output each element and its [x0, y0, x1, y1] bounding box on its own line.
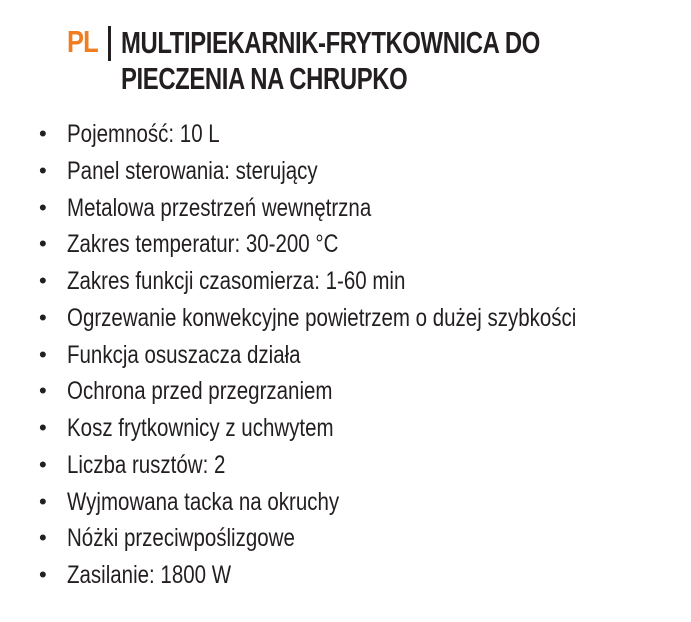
spec-text: Ogrzewanie konwekcyjne powietrzem o dużej szybkości: [67, 303, 577, 332]
spec-item: [0, 373, 691, 410]
spec-text: Ochrona przed przegrzaniem: [67, 377, 333, 406]
spec-text: Pojemność: 10 L: [67, 120, 220, 148]
bullet-icon: •: [39, 562, 47, 587]
bullet-icon: •: [39, 121, 47, 146]
spec-item: [0, 520, 691, 557]
spec-item: [0, 300, 691, 337]
bullet-icon: •: [39, 415, 47, 440]
bullet-icon: •: [39, 157, 47, 183]
spec-text: Metalowa przestrzeń wewnętrzna: [67, 193, 372, 222]
spec-item: [0, 116, 691, 153]
header: [67, 20, 667, 100]
spec-item: [0, 226, 691, 263]
spec-item: [0, 190, 691, 227]
bullet-icon: •: [39, 488, 47, 514]
spec-item: [0, 484, 691, 521]
spec-text: Funkcja osuszacza działa: [67, 340, 301, 369]
bullet-icon: •: [39, 378, 47, 404]
spec-item: [0, 263, 691, 300]
spec-text: Liczba rusztów: 2: [67, 450, 226, 479]
bullet-icon: •: [39, 194, 47, 220]
spec-text: Zasilanie: 1800 W: [67, 561, 232, 589]
bullet-icon: •: [39, 451, 47, 477]
spec-text: Zakres funkcji czasomierza: 1-60 min: [67, 267, 406, 295]
spec-item: [0, 410, 691, 447]
bullet-icon: •: [39, 341, 47, 367]
spec-list: [0, 116, 691, 594]
spec-text: Nóżki przeciwpoślizgowe: [67, 524, 295, 553]
bullet-icon: •: [39, 231, 47, 257]
spec-text: Zakres temperatur: 30-200 °C: [67, 230, 339, 259]
bullet-icon: •: [39, 525, 47, 551]
bullet-icon: •: [39, 268, 47, 293]
bullet-icon: •: [39, 304, 47, 330]
language-code: PL: [67, 24, 98, 59]
spec-item: [0, 447, 691, 484]
spec-text: Wyjmowana tacka na okruchy: [67, 487, 340, 516]
spec-item: [0, 337, 691, 374]
spec-text: Kosz frytkownicy z uchwytem: [67, 414, 334, 442]
title-line-2: PIECZENIA NA CHRUPKO: [121, 61, 408, 96]
page-title: [121, 25, 660, 97]
title-line-1: MULTIPIEKARNIK-FRYTKOWNICA DO: [121, 25, 540, 60]
spec-item: [0, 153, 691, 190]
spec-text: Panel sterowania: sterujący: [67, 156, 318, 185]
header-divider: [108, 26, 111, 61]
spec-item: [0, 557, 691, 594]
